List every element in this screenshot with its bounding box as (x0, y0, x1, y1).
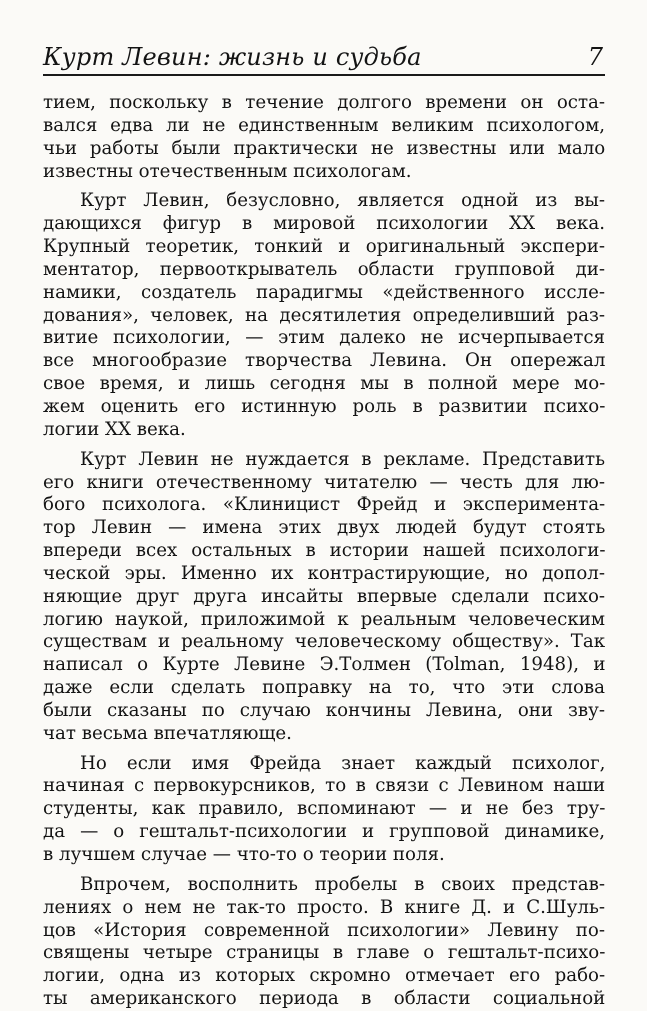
text-line: его книги отечественному читателю — честь для лю- (43, 471, 605, 493)
text-line: да — о гештальт-психологии и групповой динамике, (43, 821, 605, 843)
text-line: ты американского периода в области социальной (43, 988, 606, 1010)
text-line: написал о Курте Левине Э.Толмен (Tolman, 1948), и (43, 654, 606, 676)
text-line: Курт Левин, безусловно, является одной из вы- (80, 190, 605, 212)
text-line: священы четыре страницы в главе о гештальт-психо- (43, 942, 606, 964)
text-line: цов «История современной психологии» Левину по- (43, 919, 605, 941)
text-line: тием, поскольку в течение долгого времени он оста- (43, 92, 606, 113)
page-header (43, 36, 605, 76)
text-line: в лучшем случае — что-то о теории поля. (43, 844, 445, 865)
text-line: даже если сделать поправку на то, что эти слова (43, 677, 605, 699)
text-line: Курт Левин не нуждается в рекламе. Представить (80, 448, 605, 470)
text-line: известны отечественным психологам. (43, 160, 412, 182)
paragraph-4 (43, 753, 605, 867)
paragraph-1 (43, 92, 605, 183)
text-line: логии XX века. (43, 418, 186, 440)
text-line: бого психолога. «Клиницист Фрейд и эксперимента- (43, 494, 606, 516)
text-line: ментатор, первооткрыватель области групповой ди- (43, 258, 605, 280)
text-line: тор Левин — имена этих двух людей будут стоять (43, 517, 606, 539)
text-line: были сказаны по случаю кончины Левина, они зву- (43, 699, 605, 721)
text-line: начиная с первокурсников, то в связи с Левином наши (43, 775, 606, 797)
text-line: вался едва ли не единственным великим психологом, (43, 114, 605, 136)
body-text (43, 92, 605, 1011)
text-line: чьи работы были практически не известны или мало (43, 137, 606, 159)
text-line: няющие друг друга инсайты впервые сделали психо- (43, 585, 606, 607)
text-line: витие психологии, — этим далеко не исчерпывается (43, 327, 605, 349)
page-number: 7 (587, 43, 603, 71)
text-line: дования», человек, на десятилетия определивший раз- (43, 304, 606, 326)
text-line: намики, создатель парадигмы «действенного иссле- (43, 281, 606, 303)
text-line: лениях о нем не так-то просто. В книге Д. и С.Шуль- (43, 896, 605, 918)
text-line: жем оценить его истинную роль в развитии психо- (43, 395, 606, 417)
text-line: свое время, и лишь сегодня мы в полной мере мо- (43, 373, 606, 395)
text-line: Крупный теоретик, тонкий и оригинальный экспери- (43, 236, 605, 258)
running-title: Курт Левин: жизнь и судьба (43, 43, 422, 71)
text-line: все многообразие творчества Левина. Он опережал (43, 350, 606, 372)
text-line: Но если имя Фрейда знает каждый психолог, (80, 752, 606, 774)
paragraph-2 (43, 190, 605, 441)
text-line: логии, одна из которых скромно отмечает его рабо- (43, 965, 606, 987)
text-line: Впрочем, восполнить пробелы в своих представ- (80, 873, 605, 895)
text-line: ческой эры. Именно их контрастирующие, но допол- (43, 562, 605, 584)
text-line: студенты, как правило, вспоминают — и не без тру- (43, 798, 606, 820)
text-line: впереди всех остальных в истории нашей психологи- (43, 540, 606, 562)
text-line: логию наукой, приложимой к реальным человеческим (43, 608, 605, 630)
text-line: существам и реальному человеческому обществу». Так (43, 631, 606, 653)
text-line: дающихся фигур в мировой психологии XX века. (43, 213, 605, 235)
text-line: чат весьма впечатляюще. (43, 722, 292, 744)
paragraph-5 (43, 874, 605, 1011)
paragraph-3 (43, 449, 605, 746)
